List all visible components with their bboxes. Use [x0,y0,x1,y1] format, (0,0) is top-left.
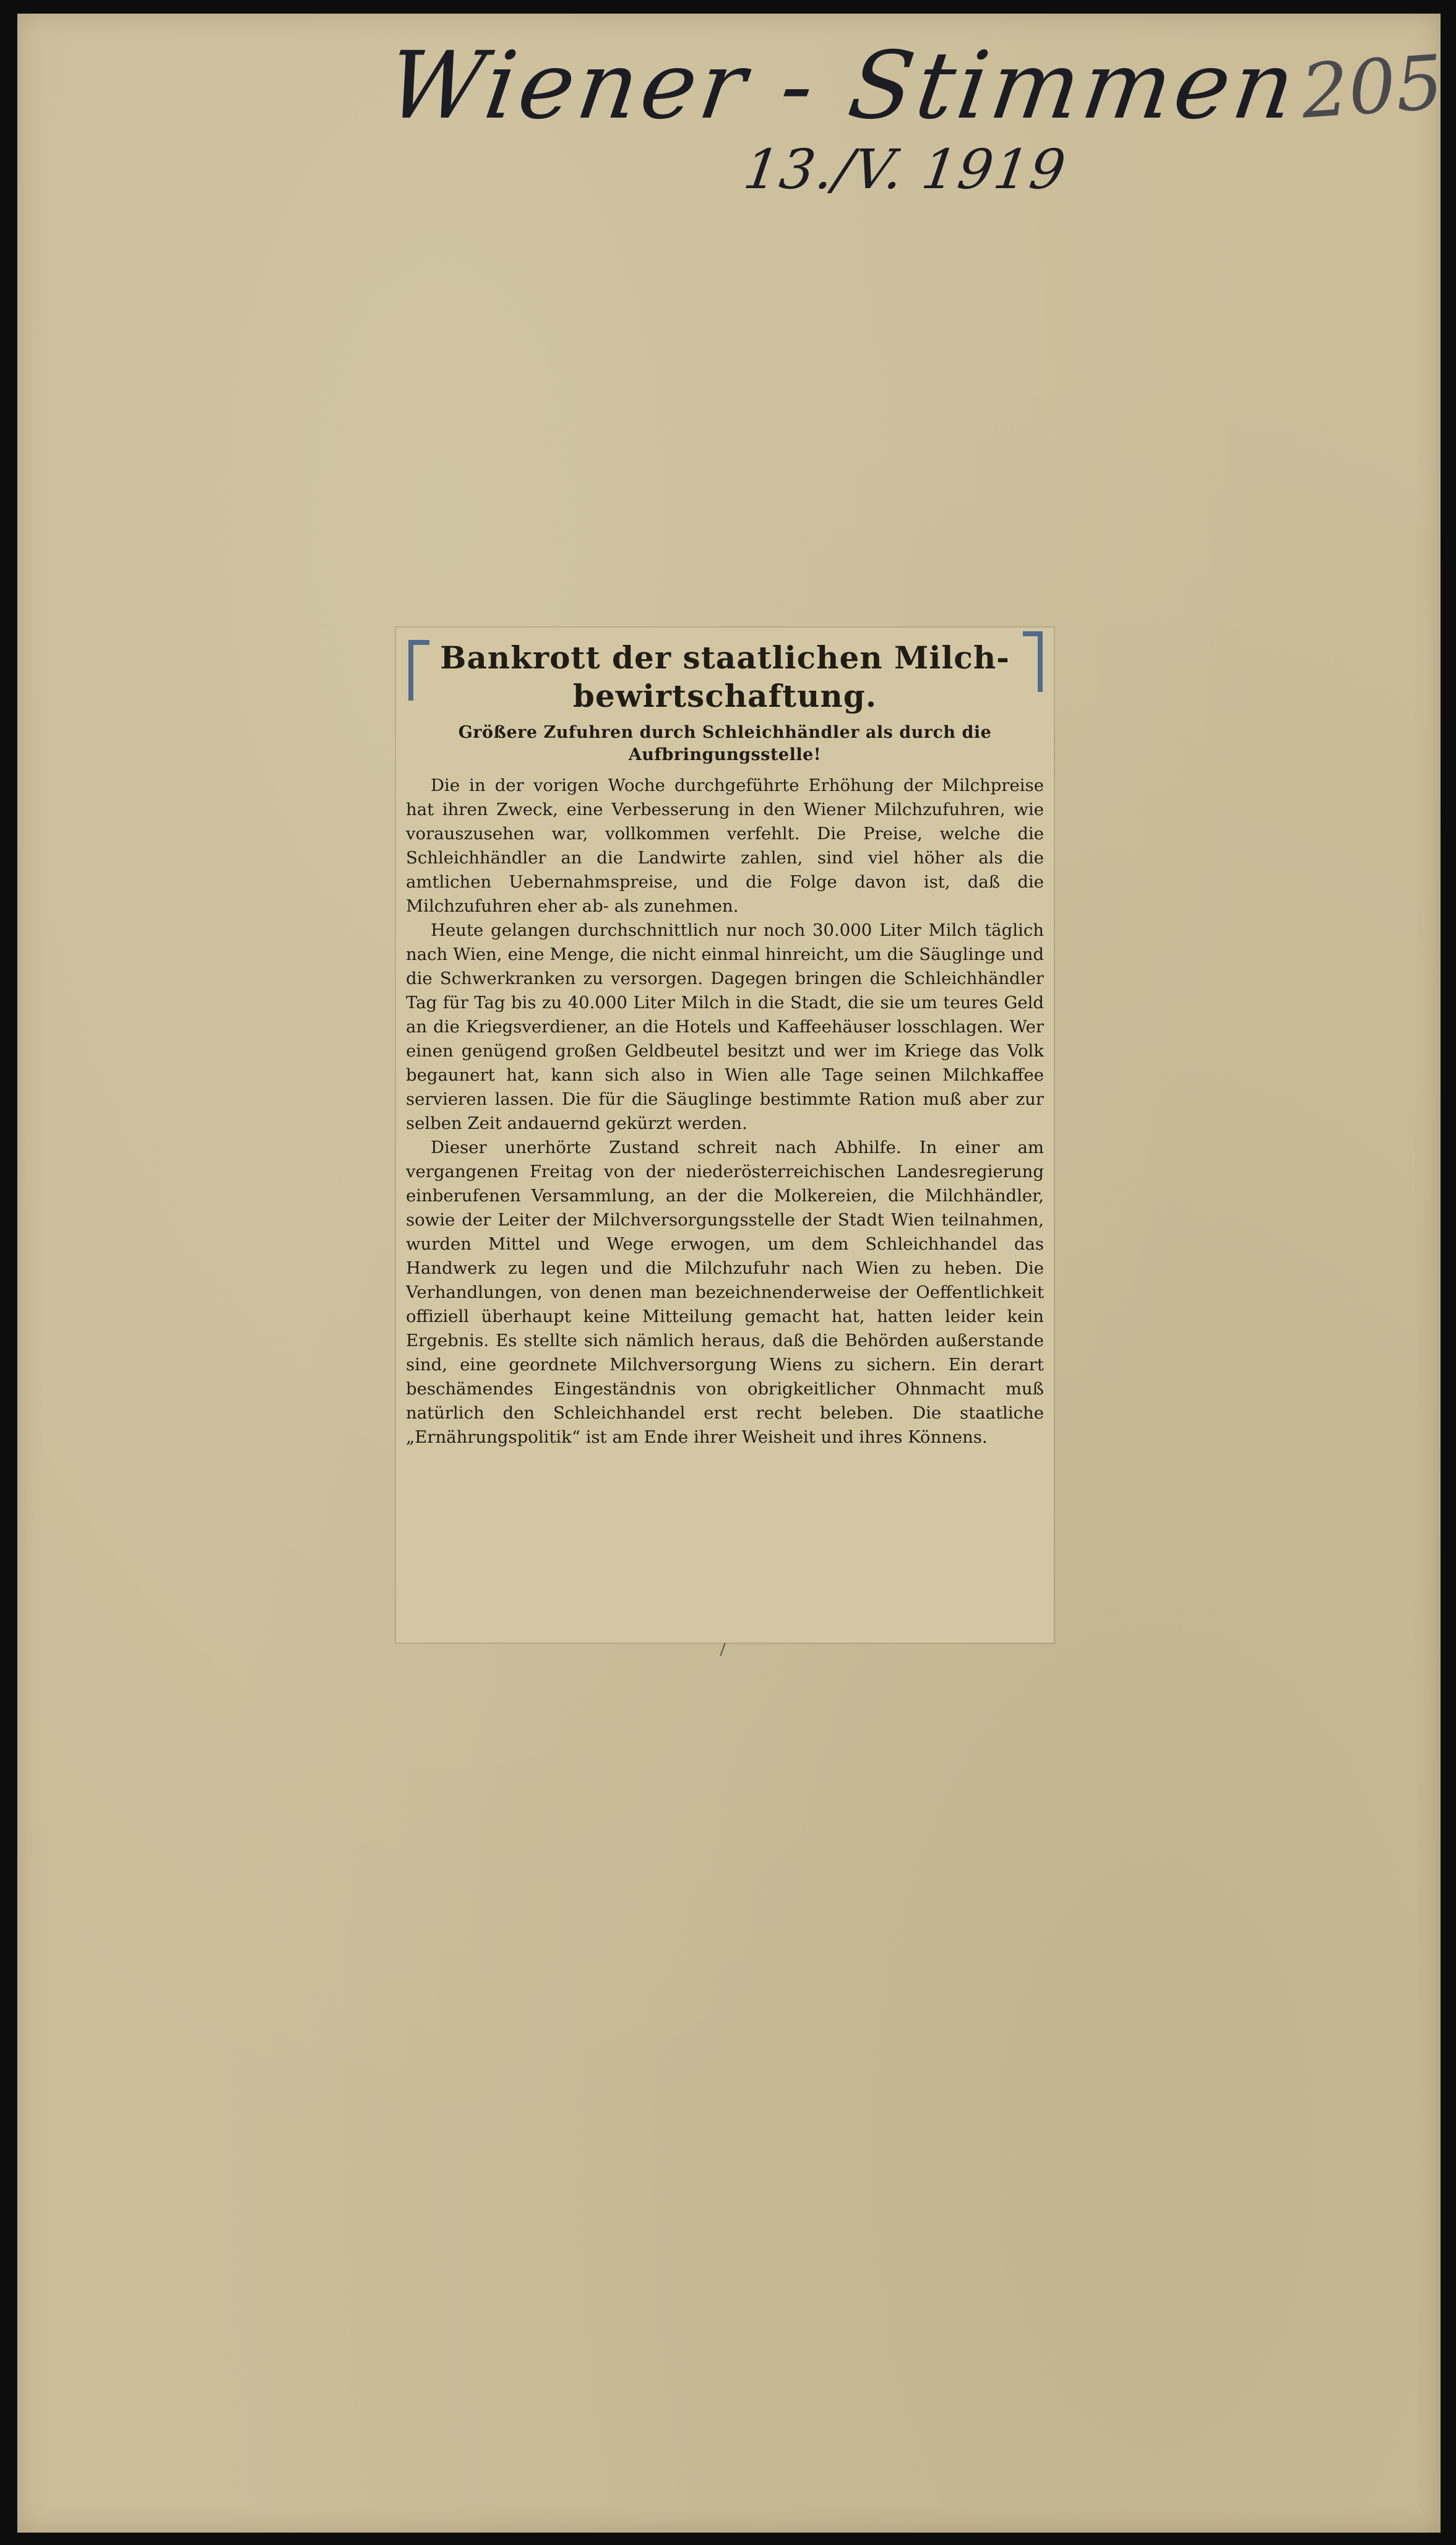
article-headline: Bankrott der staatlichen Milch-bewirtschaftung. [440,639,1010,714]
article-paragraph: Heute gelangen durchschnittlich nur noch 30.000 Liter Milch täglich nach Wien, eine Menge, die nicht einmal hinreicht, um die Säuglinge und die Schwerkranken zu versorgen. Dagegen bringen die Schleichhändler Tag für Tag bis zu 40.000 Liter Milch in die Stadt, die sie um teures Geld an die Kriegsverdiener, an die Hotels und Kaffeehäuser losschlagen. Wer einen genügend großen Geldbeutel besitzt und wer im Kriege das Volk begaunert hat, kann sich also in Wien alle Tage seinen Milchkaffee servieren lassen. Die für die Säuglinge bestimmte Ration muß aber zur selben Zeit andauernd gekürzt werden. [406,920,1044,1133]
article-paragraph: Dieser unerhörte Zustand schreit nach Abhilfe. In einer am vergangenen Freitag von der niederösterreichischen Landesregierung einberufenen Versammlung, an der die Molkereien, die Milchhändler, sowie der Leiter der Milchversorgungsstelle der Stadt Wien teilnahmen, wurden Mittel und Wege erwogen, um dem Schleichhandel das Handwerk zu legen und die Milchzufuhr nach Wien zu heben. Die Verhandlungen, von denen man bezeichnenderweise der Oeffentlichkeit offiziell überhaupt keine Mitteilung gemacht hat, hatten leider kein Ergebnis. Es stellte sich nämlich heraus, daß die Behörden außerstande sind, eine geordnete Milchversorgung Wiens zu sichern. Ein derart beschämendes Eingeständnis von obrigkeitlicher Ohnmacht muß natürlich den Schleichhandel erst recht beleben. Die staatliche „Ernährungspolitik“ ist am Ende ihrer Weisheit und ihres Könnens. [406,1138,1044,1447]
newspaper-clipping [396,628,1054,1643]
article-body [406,774,1044,1450]
blue-pencil-mark-left [408,640,429,701]
handwritten-title: Wiener - Stimmen [381,32,1305,140]
handwritten-page-number: 205 [1298,40,1446,136]
article-subheadline: Größere Zufuhren durch Schleichhändler als durch die Aufbringungsstelle! [458,723,992,764]
archive-sheet [17,14,1446,2533]
handwritten-date: 13./V. 1919 [739,137,1070,201]
article-paragraph: Die in der vorigen Woche durchgeführte Erhöhung der Milchpreise hat ihren Zweck, eine Verbesserung in den Wiener Milchzufuhren, wie vorauszusehen war, vollkommen verfehlt. Die Preise, welche die Schleichhändler an die Landwirte zahlen, sind viel höher als die amtlichen Uebernahmspreise, und die Folge davon ist, daß die Milchzufuhren eher ab- als zunehmen. [406,776,1044,916]
pencil-tick-mark [720,1643,725,1656]
blue-pencil-mark-right [1023,631,1043,692]
